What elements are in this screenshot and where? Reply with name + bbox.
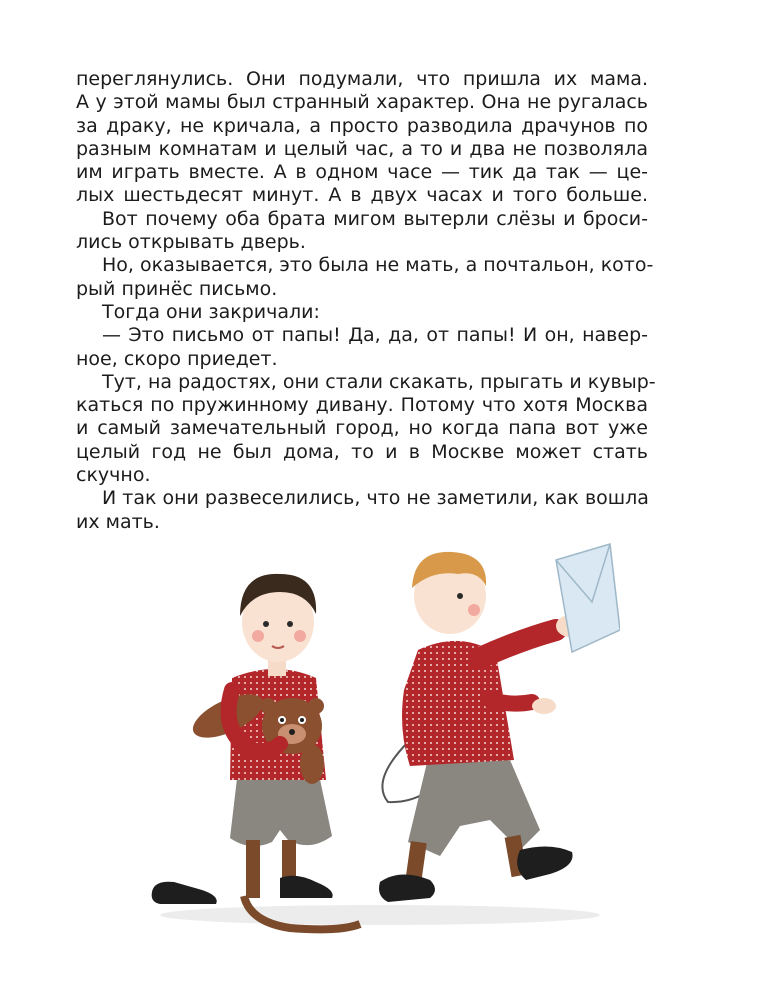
text-line: И так они развеселились, что не заметили, как вошла bbox=[102, 487, 649, 510]
left-boy-cheek bbox=[294, 630, 306, 642]
right-boy-arm bbox=[480, 630, 556, 658]
boys-illustration bbox=[140, 530, 620, 950]
text-line: рый принёс письмо. bbox=[76, 277, 278, 300]
text-line: каться по пружинному дивану. Потому что хотя Москва bbox=[76, 394, 648, 417]
right-boy-eye bbox=[457, 593, 463, 599]
text-line: Тогда они закричали: bbox=[102, 300, 320, 323]
right-boy bbox=[379, 544, 620, 902]
text-line: разным комнатам и целый час, а то и два не позволяла bbox=[76, 137, 648, 160]
text-line: Вот почему оба брата мигом вытерли слёзы и броси- bbox=[102, 207, 648, 230]
left-boy-eye bbox=[287, 621, 293, 627]
text-line: их мать. bbox=[76, 510, 160, 533]
right-boy-shoe bbox=[517, 846, 572, 880]
text-line: лых шестьдесят минут. А в двух часах и того больше. bbox=[76, 184, 648, 207]
text-line: — Это письмо от папы! Да, да, от папы! И он, навер- bbox=[102, 324, 648, 347]
left-boy-cheek bbox=[252, 630, 264, 642]
text-line: и самый замечательный город, но когда папа вот уже bbox=[76, 417, 648, 440]
floor-shadow bbox=[160, 905, 600, 925]
text-line: Но, оказывается, это была не мать, а почтальон, кото- bbox=[102, 254, 654, 277]
text-line: им играть вместе. А в одном часе — тик да так — це- bbox=[76, 161, 648, 184]
left-boy-eye bbox=[263, 621, 269, 627]
story-text bbox=[76, 68, 656, 534]
text-line: ное, скоро приедет. bbox=[76, 347, 278, 370]
left-boy bbox=[152, 574, 360, 929]
right-boy-back-arm bbox=[490, 700, 532, 704]
left-boy-shoe bbox=[280, 876, 333, 898]
text-line: А у этой мамы был странный характер. Она не ругалась bbox=[76, 91, 648, 114]
right-boy-cheek bbox=[468, 604, 480, 616]
text-line: целый год не был дома, то и в Москве может стать bbox=[76, 440, 648, 463]
text-line: скучно. bbox=[76, 464, 151, 487]
loose-shoe bbox=[152, 882, 217, 904]
text-line: за драку, не кричала, а просто разводила драчунов по bbox=[76, 114, 648, 137]
left-boy-sock bbox=[246, 840, 260, 898]
text-line: Тут, на радостях, они стали скакать, прыгать и кувыр- bbox=[102, 370, 656, 393]
text-line: лись открывать дверь. bbox=[76, 231, 306, 254]
right-boy-back-hand bbox=[532, 698, 556, 714]
left-boy-sock bbox=[282, 840, 296, 880]
right-boy-shoe bbox=[379, 874, 435, 902]
text-line: переглянулись. Они подумали, что пришла их мама. bbox=[76, 68, 648, 90]
